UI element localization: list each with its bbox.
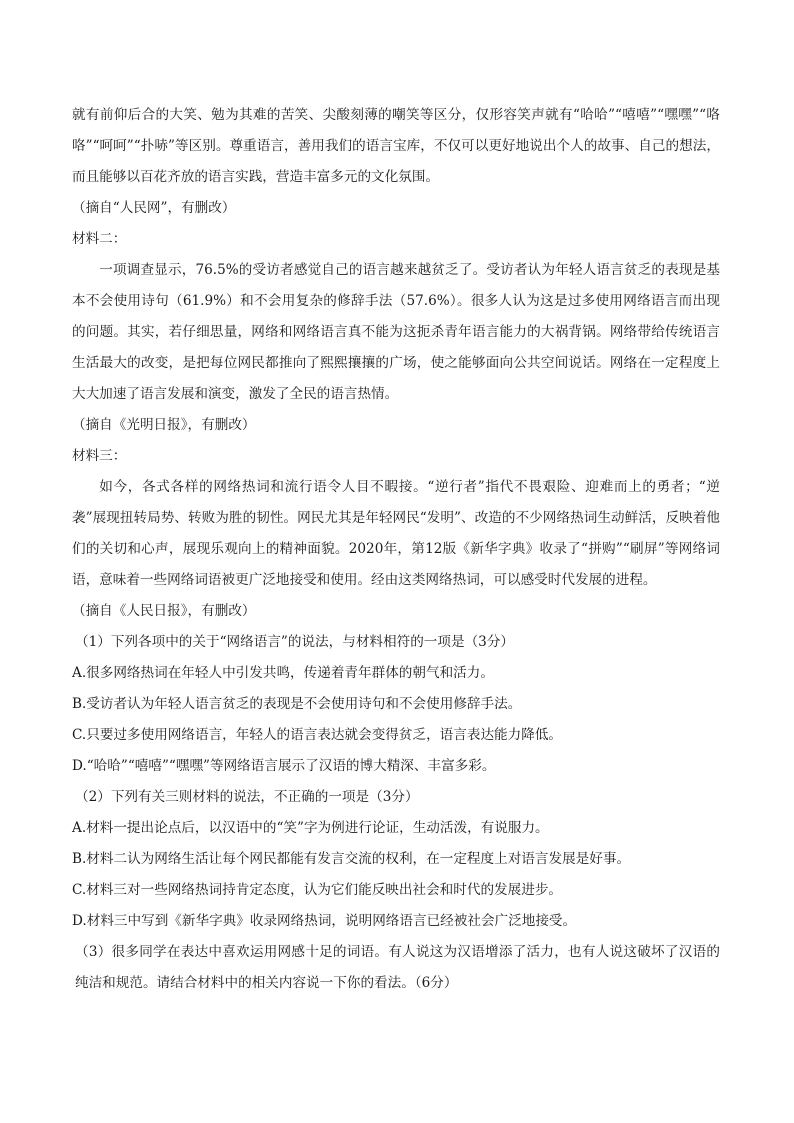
question-2-option-a: A.材料一提出论点后，以汉语中的“笑”字为例进行论证，生动活泼，有说服力。 [72, 820, 549, 836]
material-1-paragraph: 就有前仰后合的大笑、勉为其难的苦笑、尖酸刻薄的嘲笑等区分，仅形容笑声就有“哈哈”“嘻嘻”“嘿嘿”“咯咯”“呵呵”“扑哧”等区别。尊重语言，善用我们的语言宝库，不仅可以更好地说出个人的故事、自己的想法，而且能够以百花齐放的语言实践，营造丰富多元的文化氛围。 [72, 107, 720, 185]
question-3-stem: （3）很多同学在表达中喜欢运用网感十足的词语。有人说这为汉语增添了活力，也有人说这破坏了汉语的纯洁和规范。请结合材料中的相关内容说一下你的看法。（6分） [75, 944, 720, 991]
material-2-heading: 材料二： [72, 231, 127, 247]
source-citation-3: （摘自《人民日报》，有删改） [72, 603, 256, 619]
source-citation-2: （摘自《光明日报》，有删改） [72, 417, 256, 433]
question-1-option-a: A.很多网络热词在年轻人中引发共鸣，传递着青年群体的朝气和活力。 [72, 665, 494, 681]
document-body [72, 100, 720, 999]
question-2-option-d: D.材料三中写到《新华字典》收录网络热词，说明网络语言已经被社会广泛地接受。 [72, 913, 577, 929]
question-2-option-b: B.材料二认为网络生活让每个网民都能有发言交流的权利，在一定程度上对语言发展是好事。 [72, 851, 631, 867]
question-2-option-c: C.材料三对一些网络热词持肯定态度，认为它们能反映出社会和时代的发展进步。 [72, 882, 563, 898]
question-1-option-c: C.只要过多使用网络语言，年轻人的语言表达就会变得贫乏，语言表达能力降低。 [72, 727, 563, 743]
material-3-heading: 材料三： [72, 448, 127, 464]
material-2-paragraph: 一项调查显示，76.5%的受访者感觉自己的语言越来越贫乏了。受访者认为年轻人语言贫乏的表现是基本不会使用诗句（61.9%）和不会用复杂的修辞手法（57.6%）。很多人认为这是过多使用网络语言而出现的问题。其实，若仔细思量，网络和网络语言真不能为这扼杀青年语言能力的大祸背锅。网络带给传统语言生活最大的改变，是把每位网民都推向了熙熙攘攘的广场，使之能够面向公共空间说话。网络在一定程度上大大加速了语言发展和演变，激发了全民的语言热情。 [72, 262, 720, 402]
source-citation-1: （摘自“人民网”，有删改） [72, 200, 236, 216]
question-1-option-d: D.“哈哈”“嘻嘻”“嘿嘿”等网络语言展示了汉语的博大精深、丰富多彩。 [72, 758, 496, 774]
material-3-paragraph: 如今，各式各样的网络热词和流行语令人目不暇接。“逆行者”指代不畏艰险、迎难而上的勇者；“逆袭”展现扭转局势、转败为胜的韧性。网民尤其是年轻网民“发明”、改造的不少网络热词生动鲜活，反映着他们的关切和心声，展现乐观向上的精神面貌。2020年，第12版《新华字典》收录了“拼购”“刷屏”等网络词语，意味着一些网络词语被更广泛地接受和使用。经由这类网络热词，可以感受时代发展的进程。 [72, 479, 720, 588]
question-2-stem: （2）下列有关三则材料的说法，不正确的一项是（3分） [75, 789, 419, 805]
question-1-stem: （1）下列各项中的关于“网络语言”的说法，与材料相符的一项是（3分） [75, 634, 515, 650]
question-1-option-b: B.受访者认为年轻人语言贫乏的表现是不会使用诗句和不会使用修辞手法。 [72, 696, 522, 712]
